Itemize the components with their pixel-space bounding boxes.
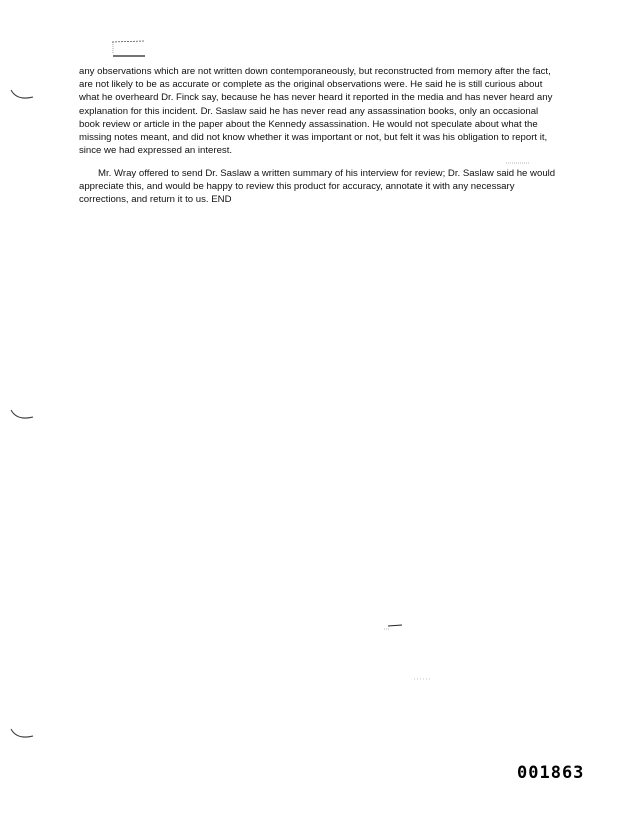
stray-dots-mark-2: [505, 161, 531, 165]
paragraph-closing: Mr. Wray offered to send Dr. Saslaw a written summary of his interview for review; Dr. Saslaw said he would appreciate this, and would be happy to review this product for accuracy, annotate it with any necessary corrections, and return it to us. END: [79, 168, 556, 206]
paragraph-observations: any observations which are not written down contemporaneously, but reconstructed from memory after the fact, are not likely to be as accurate or complete as the original observations were. He said he is still curious about what he overheard Dr. Finck say, because he has never heard it reported in the media and has never heard any explanation for this incident. Dr. Saslaw said he has never read any assassination books, only an occasional book review or article in the paper about the Kennedy assassination. He would not speculate about what the missing notes meant, and did not know whether it was important or not, but felt it was his obligation to report it, since we had expressed an interest.: [79, 66, 553, 157]
stray-dots-mark: [413, 676, 431, 682]
binder-punch-mark-bottom: [9, 727, 35, 741]
stray-scan-mark: [380, 620, 410, 636]
document-number-stamp: 001863: [517, 763, 585, 783]
binder-punch-mark-middle: [9, 408, 35, 422]
header-scribble-mark: [110, 38, 146, 60]
binder-punch-mark-top: [9, 88, 35, 102]
